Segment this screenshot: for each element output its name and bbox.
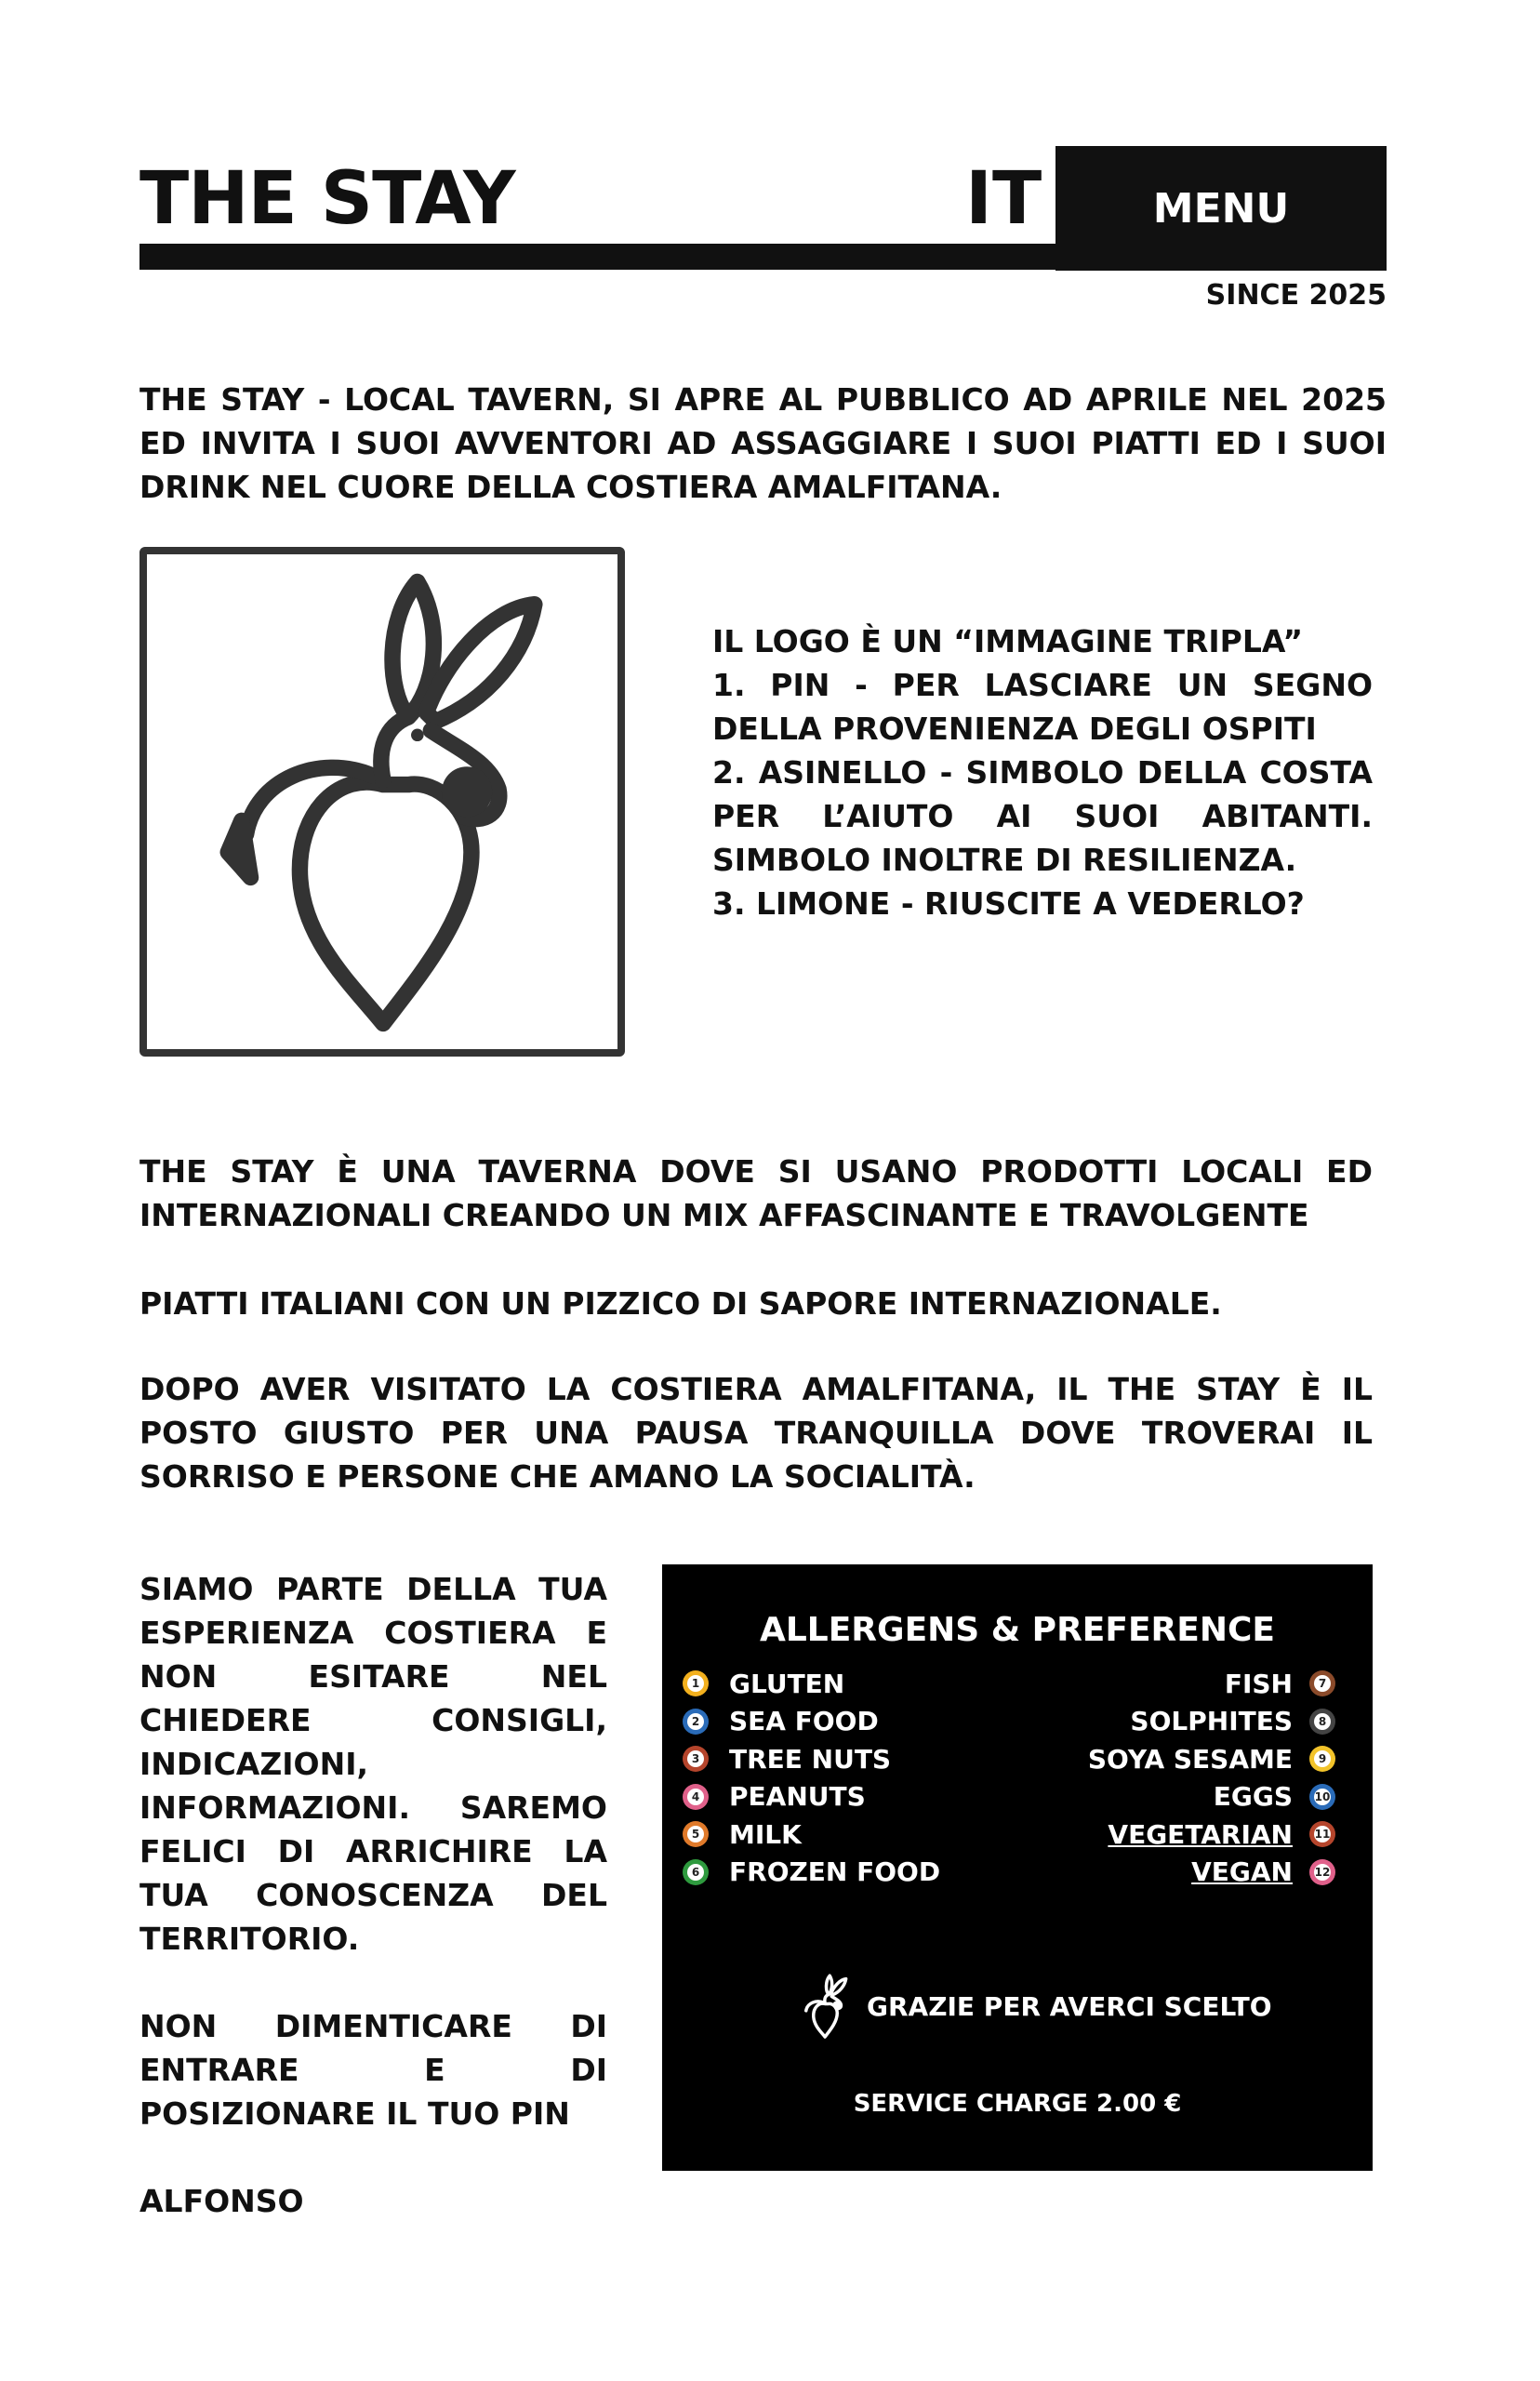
allergen-number: 9 [1314, 1750, 1331, 1767]
allergen-item [683, 1740, 891, 1777]
preference-item [1214, 1778, 1335, 1816]
description-paragraph: PIATTI ITALIANI CON UN PIZZICO DI SAPORE INTERNAZIONALE. [139, 1285, 1222, 1322]
allergen-number: 8 [1314, 1713, 1331, 1730]
allergen-number: 6 [687, 1864, 704, 1881]
preference-label: SOYA SESAME [1087, 1743, 1293, 1775]
preference-label: FISH [1224, 1668, 1293, 1699]
logo-explanation [712, 619, 1373, 925]
allergen-label: PEANUTS [729, 1781, 866, 1812]
allergen-number-badge [1309, 1670, 1335, 1696]
allergen-label: GLUTEN [729, 1668, 845, 1699]
menu-badge [1055, 146, 1387, 271]
allergen-number: 2 [687, 1713, 704, 1730]
allergen-number: 1 [687, 1675, 704, 1692]
allergen-number: 5 [687, 1826, 704, 1842]
intro-paragraph: THE STAY - LOCAL TAVERN, SI APRE AL PUBBLICO AD APRILE NEL 2025 ED INVITA I SUOI AVVENTORI AD ASSAGGIARE I SUOI PIATTI ED I SUOI DRINK NEL CUORE DELLA COSTIERA AMALFITANA. [139, 381, 1387, 505]
allergen-number-badge [1309, 1746, 1335, 1772]
allergen-item [683, 1778, 866, 1816]
allergen-number: 10 [1314, 1789, 1331, 1803]
allergen-number-badge [1309, 1821, 1335, 1847]
description-paragraph: THE STAY È UNA TAVERNA DOVE SI USANO PRODOTTI LOCALI ED INTERNAZIONALI CREANDO UN MIX AFFASCINANTE E TRAVOLGENTE [139, 1153, 1373, 1233]
service-charge: SERVICE CHARGE 2.00 € [853, 2090, 1182, 2118]
welcome-column [139, 1567, 607, 2223]
preference-label: VEGAN [1191, 1856, 1293, 1887]
allergen-label: MILK [729, 1818, 802, 1850]
since-label: SINCE 2025 [1205, 279, 1387, 312]
preference-item [1130, 1703, 1335, 1740]
logo-frame [139, 547, 625, 1057]
preference-label: EGGS [1213, 1781, 1293, 1812]
allergen-item [683, 1665, 844, 1702]
welcome-paragraph: SIAMO PARTE DELLA TUA ESPERIENZA COSTIERA E NON ESITARE NEL CHIEDERE CONSIGLI, INDICAZIONI, INFORMAZIONI. SAREMO FELICI DI ARRICHIRE LA TUA CONOSCENZA DEL TERRITORIO. [139, 1571, 607, 1957]
allergen-number-badge [1309, 1709, 1335, 1735]
menu-label: MENU [1152, 184, 1290, 233]
allergen-number-badge [683, 1859, 709, 1885]
allergen-number-badge [1309, 1784, 1335, 1810]
allergens-title: ALLERGENS & PREFERENCE [759, 1611, 1276, 1649]
preference-label: SOLPHITES [1130, 1706, 1293, 1736]
preference-item [1088, 1740, 1335, 1777]
allergen-number-badge [1309, 1859, 1335, 1885]
allergen-number-badge [683, 1821, 709, 1847]
allergen-number-badge [683, 1746, 709, 1772]
allergen-number: 7 [1314, 1675, 1331, 1692]
allergen-number-badge [683, 1670, 709, 1696]
preference-label: VEGETARIAN [1108, 1818, 1293, 1850]
donkey-pin-logo-icon [792, 1964, 857, 2048]
preference-item [1225, 1665, 1335, 1702]
language-label: IT [965, 157, 1042, 241]
allergen-item [683, 1703, 879, 1740]
allergen-number: 12 [1314, 1865, 1331, 1879]
pin-reminder-paragraph: NON DIMENTICARE DI ENTRARE E DI POSIZIONARE IL TUO PIN [139, 2008, 607, 2132]
preference-item [1108, 1816, 1335, 1853]
allergen-item [683, 1854, 940, 1891]
thanks-line [792, 1964, 1272, 2048]
allergen-number: 11 [1314, 1828, 1331, 1841]
signature: ALFONSO [139, 2183, 304, 2219]
logo-info-item: 3. LIMONE - RIUSCITE A VEDERLO? [712, 885, 1305, 922]
header-rule [139, 244, 1069, 270]
allergen-number: 4 [687, 1789, 704, 1805]
thanks-text: GRAZIE PER AVERCI SCELTO [867, 1990, 1272, 2022]
preference-item [1191, 1854, 1335, 1891]
allergen-item [683, 1816, 802, 1853]
allergen-label: SEA FOOD [729, 1706, 879, 1736]
logo-info-item: 2. ASINELLO - SIMBOLO DELLA COSTA PER L’AIUTO AI SUOI ABITANTI. SIMBOLO INOLTRE DI RESILIENZA. [712, 754, 1373, 878]
allergen-label: TREE NUTS [729, 1743, 892, 1775]
donkey-pin-logo-icon [147, 554, 617, 1049]
allergen-number: 3 [687, 1750, 704, 1767]
allergen-number-badge [683, 1709, 709, 1735]
allergen-label: FROZEN FOOD [729, 1856, 941, 1887]
allergens-panel [662, 1564, 1373, 2171]
allergen-number-badge [683, 1784, 709, 1810]
logo-info-title: IL LOGO È UN “IMMAGINE TRIPLA” [712, 623, 1304, 659]
description-paragraph: DOPO AVER VISITATO LA COSTIERA AMALFITANA, IL THE STAY È IL POSTO GIUSTO PER UNA PAUSA TRANQUILLA DOVE TROVERAI IL SORRISO E PERSONE CHE AMANO LA SOCIALITÀ. [139, 1371, 1373, 1495]
brand-title: THE STAY [139, 157, 515, 241]
logo-info-item: 1. PIN - PER LASCIARE UN SEGNO DELLA PROVENIENZA DEGLI OSPITI [712, 667, 1373, 747]
